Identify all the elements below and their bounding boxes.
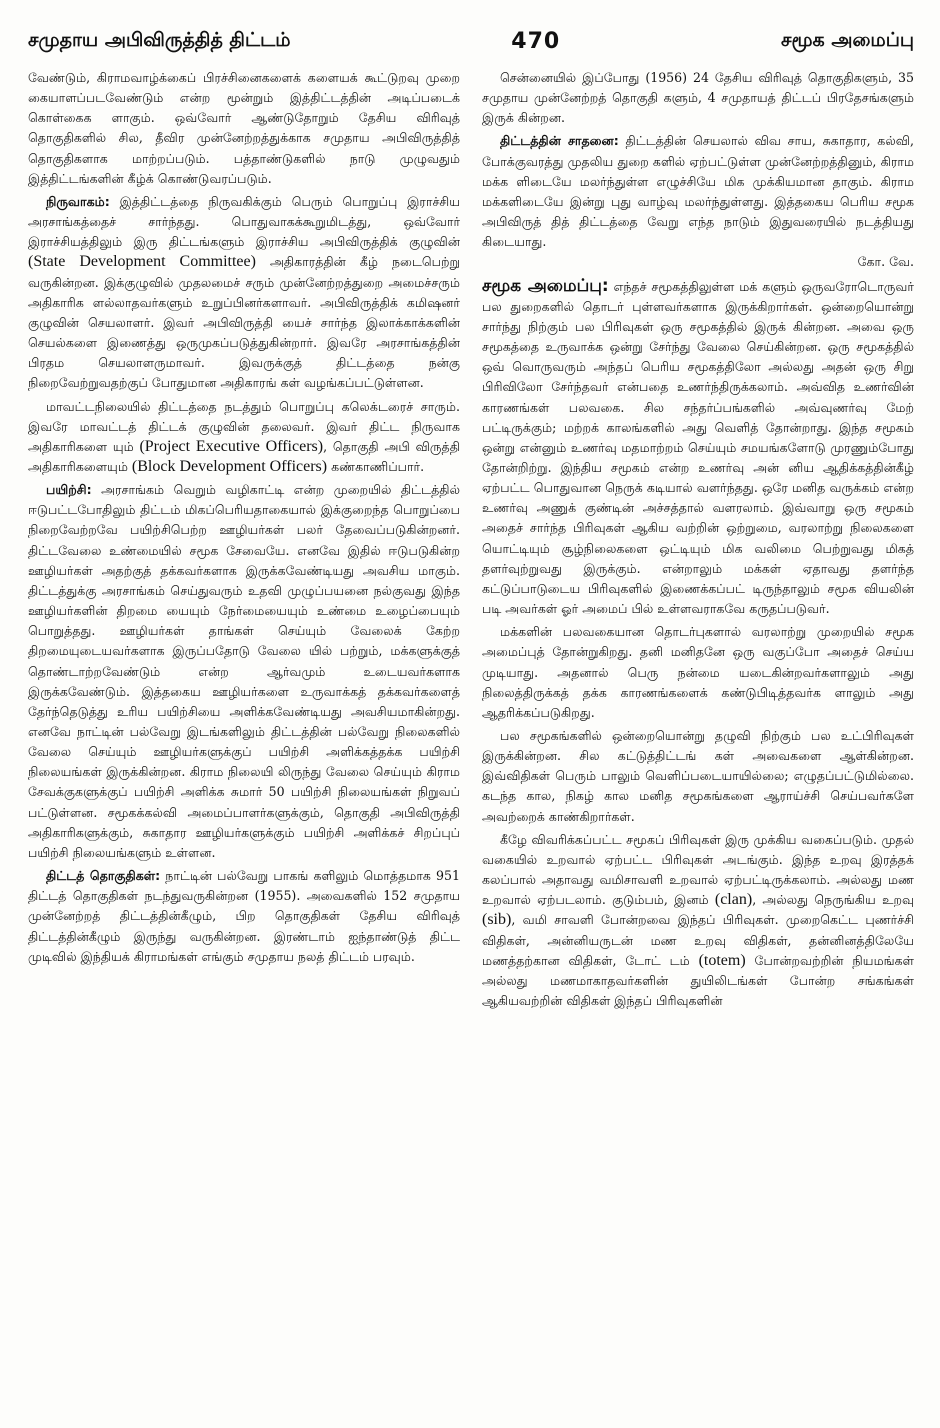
paragraph-district: மாவட்டநிலையில் திட்டத்தை நடத்தும் பொறுப்பு கலெக்டரைச் சாரும். இவரே மாவட்டத் திட்டக் குழுவின் தலைவர். இவர் திட்ட நிருவாக அதிகாரிகளை யும் (Project Executive Officers), தொகுதி அபி விருத்தி அதிகாரிகளையும் (Block Development Officers) கண்காணிப்பார். (28, 398, 460, 475)
text-columns (28, 68, 914, 1424)
section-heading: பயிற்சி: (46, 482, 92, 498)
left-column (28, 68, 460, 1424)
paragraph: மக்களின் பலவகையான தொடர்புகளால் வரலாற்று முறையில் சமூக அமைப்புத் தோன்றுகிறது. தனி மனிதனே ஒரு வகுப்போ அதைச் செய்ய முடியாது. அதனால் பெரு நன்மை யடைகின்றவர்களாலும் அது நிலைத்திருக்கத் தக்க காரணங்களைக் கண்டுபிடித்தவர்க ளாலும் அது ஆதரிக்கப்படுகிறது. (482, 624, 914, 720)
page-number: 470 (511, 29, 561, 54)
paragraph-training: பயிற்சி: அரசாங்கம் வெறும் வழிகாட்டி என்ற முறையில் திட்டத்தில் ஈடுபட்டபோதிலும் திட்டம் மிகப்பெரியதாகையால் இக்குறைந்த பொறுப்பை நிறைவேற்றவே பயிற்சிபெற்ற ஊழியர்கள் பலர் தேவைப்படுகின்றனர். திட்டவேலை உண்மையில் சமூக சேவையே. எனவே இதில் ஈடுபடுகின்ற ஊழியர்கள் அதற்குத் தக்கவர்களாக இருக்கவேண்டியது அவசிய மாகும். திட்டத்துக்கு அரசாங்கம் செய்துவரும் உதவி முழுப்பயனை நல்குவது இந்த ஊழியர்களின் திறமை யையும் நேர்மையையும் உண்மை உழைப்பையும் பொறுத்தது. ஊழியர்கள் தாங்கள் செய்யும் வேலைக் கேற்ற திறமையுடையவர்களாக இருப்பதோடு வேலை யில் பற்றும், மக்களுக்குத் தொண்டாற்றவேண்டும் என்ற ஆர்வமும் உடையவர்களாக இருக்கவேண்டும். இத்தகைய ஊழியர்களை உருவாக்கத் தக்கவர்களைத் தேர்ந்தெடுத்து உரிய பயிற்சியை அளிக்கவேண்டியது அவசியமாகின்றது. எனவே நாட்டின் பல்வேறு இடங்களிலும் திட்டத்தின் பல்வேறு நிலைகளில் வேலை செய்யும் ஊழியர்களுக்குப் பயிற்சி அளிக்கத்தக்க பயிற்சி நிலையங்கள் இருக்கின்றன. கிராம நிலையி லிருந்து வேலை செய்யும் கிராம சேவக்குகளுக்குப் பயிற்சி அளிக்க சுமார் 50 பயிற்சி நிலையங்கள் நிறுவப் பட்டுள்ளன. சமூகக்கல்வி அமைப்பாளர்களுக்கும், தொகுதி அபிவிருத்தி அதிகாரிகளுக்கும், சுகாதார ஊழியர்களுக்கும் பயிற்சி அளிக்கச் சிறப்புப் பயிற்சி நிலையங்களும் உள்ளன. (28, 482, 460, 860)
paragraph-blocks: திட்டத் தொகுதிகள்: நாட்டின் பல்வேறு பாகங் களிலும் மொத்தமாக 951 திட்டத் தொகுதிகள் நடந்துவருகின்றன (1955). அவைகளில் 152 சமுதாய முன்னேற்றத் திட்டத்தின்கீழும், பிற தொகுதிகள் தேசிய விரிவுத் திட்டத்தின்கீழும் இருந்து வருகின்றன. இரண்டாம் ஐந்தாண்டுத் திட்ட முடிவில் இந்தியக் கிராமங்கள் எங்கும் சமுதாய நலத் திட்டம் பரவும். (28, 868, 460, 964)
paragraph: பல சமூகங்களில் ஒன்றையொன்று தழுவி நிற்கும் பல உட்பிரிவுகள் இருக்கின்றன. சில கட்டுத்திட்டங் கள் அவைகளை ஆள்கின்றன. இவ்விதிகள் பெரும் பாலும் வெளிப்படையாயில்லை; எழுதப்பட்டுமில்லை. கடந்த கால, நிகழ் கால மனித சமூகங்களை ஆராய்ச்சி செய்பவர்களே அவற்றைக் காண்கிறார்கள். (482, 728, 914, 824)
section-heading: நிருவாகம்: (46, 193, 110, 209)
running-title-left: சமுதாய அபிவிருத்தித் திட்டம் (28, 29, 291, 51)
paragraph: சென்னையில் இப்போது (1956) 24 தேசிய விரிவுத் தொகுதிகளும், 35 சமுதாய முன்னேற்றத் தொகுதி களும், 4 சமுதாயத் திட்டப் பிரதேசங்களும் இருக் கின்றன. (482, 70, 914, 126)
section-heading: திட்டத்தின் சாதனை: (500, 133, 619, 149)
paragraph: கீழே விவரிக்கப்பட்ட சமூகப் பிரிவுகள் இரு முக்கிய வகைப்படும். முதல் வகையில் உறவால் ஏற்பட்ட பிரிவுகள் அடங்கும். இந்த உறவு இரத்தக் கலப்பால் அதாவது வமிசாவளி உறவால் ஏற்பட்டிருக்கலாம். அல்லது மண உறவால் ஏற்படலாம். குடும்பம், இனம் (clan), அல்லது நெருங்கிய உறவு (sib), வமி சாவளி போன்றவை இந்தப் பிரிவுகள். முறைகெட்ட புணர்ச்சி விதிகள், அன்னியருடன் மண உறவு விதிகள், தன்னினத்திலேயே மணத்தற்கான விதிகள், டோட் டம் (totem) போன்றவற்றின் நியமங்கள் அல்லது மணமாகாதவர்களின் துயிலிடங்கள் போன்ற சங்கங்கள் ஆகியவற்றின் விதிகள் இந்தப் பிரிவுகளின் (482, 831, 914, 1009)
author-signature: கோ. வே. (857, 254, 914, 270)
paragraph-administration: நிருவாகம்: இத்திட்டத்தை நிருவகிக்கும் பெரும் பொறுப்பு இராச்சிய அரசாங்கத்தைச் சார்ந்தது. பொதுவாகக்கூறுமிடத்து, ஒவ்வோர் இராச்சியத்திலும் இரு திட்டங்களும் இராச்சிய அபிவிருத்திக் குழுவின் (State Development Committee) அதிகாரத்தின் கீழ் நடைபெற்று வருகின்றன. இக்குழுவில் முதலமைச் சரும் முன்னேற்றத்துறை அமைச்சரும் அதிகாரிக ளல்லாதவர்களும் உறுப்பினர்களாவர். அபிவிருத்திக் கமிஷனர் குழுவின் செயலாளர். இவர் அபிவிருத்தி யைச் சார்ந்த இலாக்காக்களின் செயல்களை இணைத்து ஒருமுகப்படுத்துகின்றார். இவரே அரசாங்கத்தின் பிரதம செயலாளருமாவர். இவருக்குத் திட்டத்தை நன்கு நிறைவேற்றுவதற்குப் போதுமான அதிகாரங் கள் வழங்கப்பட்டுள்ளன. (28, 193, 460, 391)
right-column (482, 68, 914, 1424)
paragraph: வேண்டும், கிராமவாழ்க்கைப் பிரச்சினைகளைக் களையக் கூட்டுறவு முறை கையாளப்படவேண்டும் என்ற மூன்றும் இத்திட்டத்தின் அடிப்படைக் கொள்கைக ளாகும். ஒவ்வோர் ஆண்டுதோறும் தேசிய விரிவுத் தொகுதிகளில் சில, தீவிர முன்னேற்றத்துக்காக சமுதாய அபிவிருத்தித் தொகுதிகளாக மாற்றப்படும். பத்தாண்டுகளில் நாடு முழுவதும் இத்திட்டங்களின் கீழ்க் கொண்டுவரப்படும். (28, 70, 460, 186)
article-social-structure: சமூக அமைப்பு: எந்தச் சமூகத்திலுள்ள மக் களும் ஒருவரோடொருவர் பல துறைகளில் தொடர் புள்ளவர்களாக இருக்கிறார்கள். ஒன்றையொன்று சார்ந்து நிற்கும் பல பிரிவுகள் ஒரு சமூகத்தில் இருக் கின்றன. அவை ஒரு சமூகத்தை உருவாக்க ஒன்று சேர்ந்து வேலை செய்கின்றன. ஒரு சமூகத்தில் ஒவ் வொருவரும் அந்தப் பெரிய சமூகத்திலோ அல்லது அதன் ஒரு சிறு பிரிவிலோ சேர்ந்தவர் என்பதை உணர்ந்திருக்கலாம். அவ்வித உணர்வின் காரணங்கள் பலவகை. சில சந்தர்ப்பங்களில் அவ்வுணர்வு மேற் பட்டிருக்கும்; மற்றக் காலங்களில் அது வெளித் தோன்றாது. இந்த சமூகம் ஒன்று என்னும் உணர்வு மதமாற்றம் செய்யும் சமயங்களோடு முரணும்போது தோன்றிற்று. இந்திய சமூகம் என்ற உணர்வு அன் னிய ஆதிக்கத்தின்கீழ் ஏற்பட்ட பொதுவான நெருக் கடியால் வளர்ந்தது. ஒரே மனித வருக்கம் என்ற உணர்வு அணுக் குண்டின் அச்சத்தால் வளரலாம். இவ்வாறு ஒரு சமூகம் அதைச் சார்ந்த பிரிவுகள் ஆகிய வற்றின் ஒற்றுமை, வரலாற்று நிலைகளை யொட்டியும் சூழ்நிலைகளை ஒட்டியும் மிக வலிமை பெற்றுவது மிகத் தளர்வுற்றுவது இருக்கும். என்றாலும் மக்கள் ஏதாவது தளர்ந்த கட்டுப்பாடுடைய பிரிவுகளில் இணைக்கப்பட் டிருந்தாலும் சமூக வியலின் படி அவர்கள் ஓர் அமைப் பில் உள்ளவராகவே கருதப்படுவர். (482, 275, 914, 617)
section-heading: திட்டத் தொகுதிகள்: (46, 868, 161, 884)
article-heading: சமூக அமைப்பு: (482, 275, 609, 296)
page-header (28, 14, 914, 54)
paragraph-achievement: திட்டத்தின் சாதனை: திட்டத்தின் செயலால் விவ சாய, சுகாதார, கல்வி, போக்குவரத்து முதலிய துறை களில் ஏற்பட்டுள்ள முன்னேற்றத்தினும், கிராம மக்க ளிடையே மலர்ந்துள்ள எழுச்சியே மிக முக்கியமான தாகும். கிராம மக்களிடையே இன்று புது வாழ்வு மலர்ந்துள்ளது. இத்தகைய பெரிய சமூக அபிவிருத் தித் திட்டத்தை வேறு எந்த நாடும் இதுவரையில் நடத்தியது கிடையாது. கோ. வே. (482, 131, 914, 272)
running-title-right: சமூக அமைப்பு (781, 29, 914, 51)
